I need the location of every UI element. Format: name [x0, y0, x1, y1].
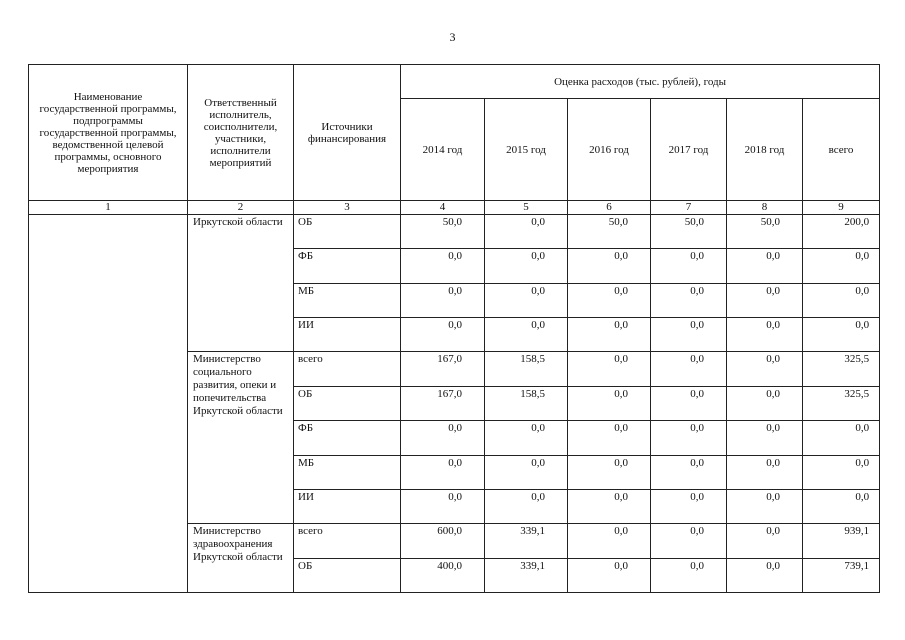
value-cell: 400,0	[401, 558, 485, 592]
value-cell: 0,0	[568, 386, 651, 420]
value-cell: 0,0	[485, 455, 568, 489]
value-cell: 0,0	[568, 318, 651, 352]
value-cell: 939,1	[803, 524, 880, 558]
value-cell: 0,0	[727, 283, 803, 317]
header-year-3: 2016 год	[568, 99, 651, 201]
value-cell: 0,0	[401, 455, 485, 489]
value-cell: 0,0	[401, 489, 485, 523]
value-cell: 0,0	[401, 283, 485, 317]
value-cell: 50,0	[401, 215, 485, 249]
value-cell: 0,0	[803, 318, 880, 352]
value-cell: 0,0	[568, 352, 651, 386]
value-cell: 600,0	[401, 524, 485, 558]
value-cell: 0,0	[727, 352, 803, 386]
value-cell: 0,0	[568, 524, 651, 558]
funding-source-cell: ОБ	[294, 558, 401, 592]
value-cell: 167,0	[401, 352, 485, 386]
value-cell: 0,0	[401, 318, 485, 352]
budget-table	[28, 64, 880, 593]
page-number: 3	[449, 30, 456, 44]
value-cell: 0,0	[727, 558, 803, 592]
program-name-cell	[29, 215, 188, 593]
column-number-9: 9	[803, 201, 880, 215]
value-cell: 739,1	[803, 558, 880, 592]
value-cell: 0,0	[651, 283, 727, 317]
value-cell: 0,0	[568, 421, 651, 455]
column-number-8: 8	[727, 201, 803, 215]
column-number-5: 5	[485, 201, 568, 215]
value-cell: 158,5	[485, 352, 568, 386]
value-cell: 0,0	[485, 318, 568, 352]
funding-source-cell: ОБ	[294, 386, 401, 420]
value-cell: 0,0	[727, 524, 803, 558]
value-cell: 0,0	[568, 455, 651, 489]
value-cell: 167,0	[401, 386, 485, 420]
table-row	[29, 215, 880, 249]
value-cell: 0,0	[651, 386, 727, 420]
value-cell: 0,0	[568, 249, 651, 283]
funding-source-cell: всего	[294, 524, 401, 558]
value-cell: 0,0	[401, 421, 485, 455]
header-year-6: всего	[803, 99, 880, 201]
value-cell: 0,0	[485, 489, 568, 523]
value-cell: 0,0	[568, 489, 651, 523]
value-cell: 0,0	[803, 455, 880, 489]
funding-source-cell: МБ	[294, 455, 401, 489]
column-number-3: 3	[294, 201, 401, 215]
column-number-6: 6	[568, 201, 651, 215]
value-cell: 0,0	[651, 421, 727, 455]
executor-cell: Иркутской области	[188, 215, 294, 352]
header-year-5: 2018 год	[727, 99, 803, 201]
value-cell: 0,0	[803, 421, 880, 455]
value-cell: 0,0	[651, 352, 727, 386]
value-cell: 50,0	[651, 215, 727, 249]
value-cell: 0,0	[651, 318, 727, 352]
value-cell: 158,5	[485, 386, 568, 420]
header-program-name: Наименование государственной программы, подпрограммы государственной программы, ведомственной целевой программы, основного мероприятия	[29, 65, 188, 201]
value-cell: 0,0	[727, 386, 803, 420]
value-cell: 0,0	[651, 489, 727, 523]
header-year-2: 2015 год	[485, 99, 568, 201]
header-year-1: 2014 год	[401, 99, 485, 201]
value-cell: 0,0	[485, 249, 568, 283]
value-cell: 0,0	[651, 524, 727, 558]
table-body	[29, 215, 880, 593]
header-column-numbers	[29, 201, 880, 215]
value-cell: 0,0	[727, 455, 803, 489]
value-cell: 50,0	[568, 215, 651, 249]
value-cell: 0,0	[727, 249, 803, 283]
value-cell: 0,0	[651, 455, 727, 489]
value-cell: 0,0	[803, 489, 880, 523]
column-number-4: 4	[401, 201, 485, 215]
value-cell: 0,0	[727, 318, 803, 352]
value-cell: 0,0	[401, 249, 485, 283]
value-cell: 0,0	[803, 249, 880, 283]
funding-source-cell: ОБ	[294, 215, 401, 249]
funding-source-cell: ФБ	[294, 249, 401, 283]
header-executor: Ответственный исполнитель, соисполнители, участники, исполнители мероприятий	[188, 65, 294, 201]
column-number-1: 1	[29, 201, 188, 215]
value-cell: 0,0	[568, 558, 651, 592]
header-year-4: 2017 год	[651, 99, 727, 201]
value-cell: 0,0	[727, 421, 803, 455]
value-cell: 0,0	[803, 283, 880, 317]
funding-source-cell: МБ	[294, 283, 401, 317]
value-cell: 50,0	[727, 215, 803, 249]
column-number-2: 2	[188, 201, 294, 215]
value-cell: 0,0	[568, 283, 651, 317]
header-cost-estimate	[401, 65, 880, 99]
value-cell: 339,1	[485, 558, 568, 592]
value-cell: 339,1	[485, 524, 568, 558]
executor-cell: Министерство социального развития, опеки и попечительства Иркутской области	[188, 352, 294, 524]
funding-source-cell: ИИ	[294, 318, 401, 352]
column-number-7: 7	[651, 201, 727, 215]
funding-source-cell: ФБ	[294, 421, 401, 455]
funding-source-cell: ИИ	[294, 489, 401, 523]
header-cost-estimate-text: Оценка расходов (тыс. рублей), годы	[554, 75, 727, 88]
value-cell: 325,5	[803, 352, 880, 386]
executor-cell: Министерство здравоохранения Иркутской области	[188, 524, 294, 593]
value-cell: 200,0	[803, 215, 880, 249]
value-cell: 0,0	[651, 558, 727, 592]
value-cell: 0,0	[485, 215, 568, 249]
value-cell: 0,0	[485, 283, 568, 317]
value-cell: 0,0	[485, 421, 568, 455]
value-cell: 0,0	[727, 489, 803, 523]
header-funding-source: Источники финансирования	[294, 65, 401, 201]
value-cell: 0,0	[651, 249, 727, 283]
value-cell: 325,5	[803, 386, 880, 420]
funding-source-cell: всего	[294, 352, 401, 386]
